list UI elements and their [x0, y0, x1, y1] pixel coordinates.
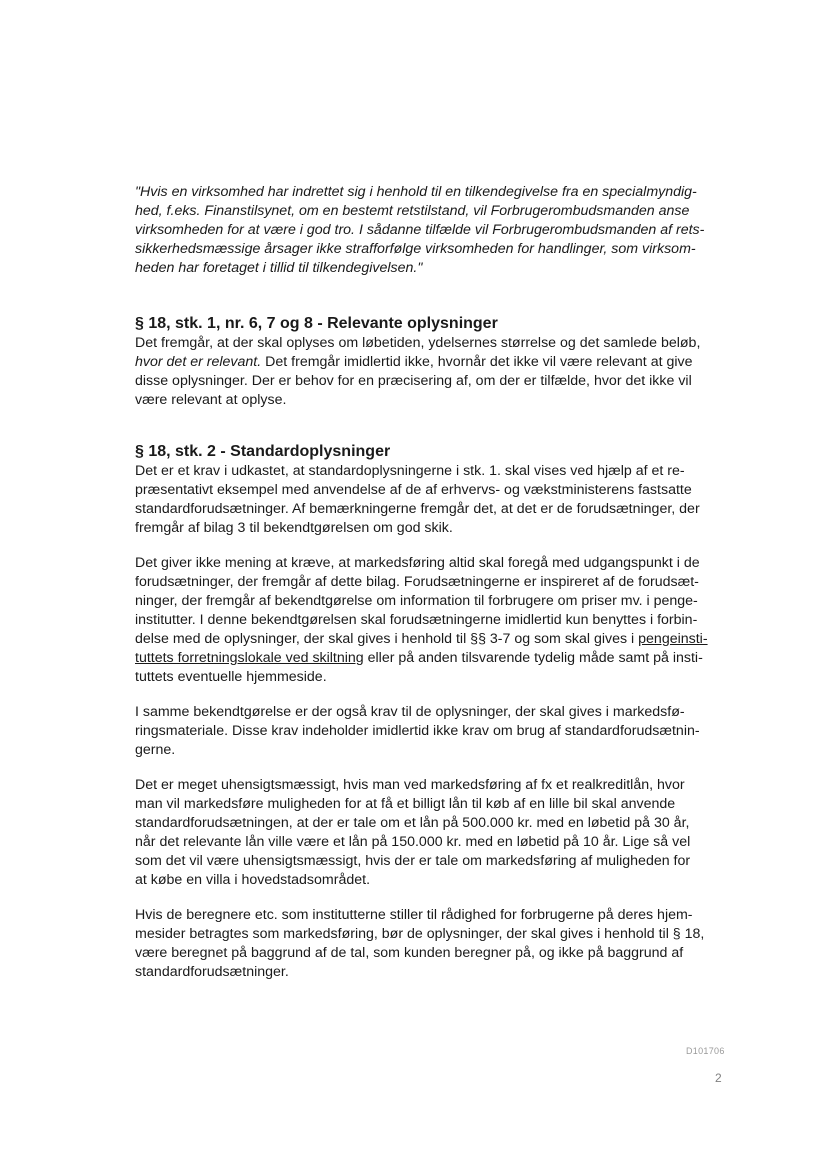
underlined-phrase: tuttets forretningslokale ved skiltning	[135, 650, 364, 666]
quote-line: hed, f.eks. Finanstilsynet, om en bestemt retstilstand, vil Forbrugerombudsmanden anse	[135, 203, 690, 219]
text-line: forudsætninger, der fremgår af dette bilag. Forudsætningerne er inspireret af de forudsæt-	[135, 574, 699, 590]
text-fragment: Det fremgår imidlertid ikke, hvornår det ikke vil være relevant at give	[261, 354, 693, 370]
section-body	[135, 334, 735, 410]
text-line	[135, 353, 735, 372]
text-line	[135, 630, 735, 649]
quote-line: virksomheden for at være i god tro. I sådanne tilfælde vil Forbrugerombudsmanden af rets-	[135, 222, 705, 238]
paragraph	[135, 776, 735, 890]
underlined-phrase: pengeinsti-	[638, 631, 708, 647]
text-line: mesider betragtes som markedsføring, bør de oplysninger, der skal gives i henhold til § 18,	[135, 926, 705, 942]
text-line: være relevant at oplyse.	[135, 392, 287, 408]
text-line: når det relevante lån ville være et lån på 150.000 kr. med en løbetid på 10 år. Lige så vel	[135, 834, 691, 850]
text-line: ninger, der fremgår af bekendtgørelse om information til forbrugere om priser mv. i penge-	[135, 593, 698, 609]
text-line: standardforudsætninger.	[135, 964, 289, 980]
text-line: tuttets eventuelle hjemmeside.	[135, 669, 327, 685]
document-code: D101706	[686, 1046, 725, 1056]
text-fragment: delse med de oplysninger, der skal gives i henhold til §§ 3-7 og som skal gives i	[135, 631, 639, 647]
section-standardoplysninger	[135, 442, 735, 982]
text-line: fremgår af bilag 3 til bekendtgørelsen om god skik.	[135, 520, 453, 536]
text-line: som det vil være uhensigtsmæssigt, hvis der er tale om markedsføring af muligheden for	[135, 853, 691, 869]
text-line	[135, 649, 735, 668]
page-number: 2	[715, 1071, 722, 1085]
section-heading: § 18, stk. 2 - Standardoplysninger	[135, 443, 391, 460]
quote-line: sikkerhedsmæssige årsager ikke strafforfølge virksomheden for handlinger, som virksom-	[135, 241, 696, 257]
text-fragment: eller på anden tilsvarende tydelig måde samt på insti-	[363, 650, 703, 666]
text-line: præsentativt eksempel med anvendelse af de af erhvervs- og vækstministerens fastsatte	[135, 482, 692, 498]
section-relevante-oplysninger	[135, 314, 735, 410]
text-line: gerne.	[135, 742, 176, 758]
text-line: ringsmateriale. Disse krav indeholder imidlertid ikke krav om brug af standardforudsætnin-	[135, 723, 700, 739]
paragraph	[135, 462, 735, 538]
paragraph	[135, 906, 735, 982]
text-line: at købe en villa i hovedstadsområdet.	[135, 872, 371, 888]
quote-block	[135, 183, 735, 278]
paragraph	[135, 703, 735, 760]
text-line: Hvis de beregnere etc. som institutterne stiller til rådighed for forbrugerne på deres hjem-	[135, 907, 693, 923]
text-line: I samme bekendtgørelse er der også krav til de oplysninger, der skal gives i markedsfø-	[135, 704, 685, 720]
text-line: disse oplysninger. Der er behov for en præcisering af, om der er tilfælde, hvor det ikke vil	[135, 373, 692, 389]
text-line: man vil markedsføre muligheden for at få et billigt lån til køb af en lille bil skal anvende	[135, 796, 676, 812]
quote-line: "Hvis en virksomhed har indrettet sig i henhold til en tilkendegivelse fra en specialmyndig-	[135, 184, 697, 200]
text-line: standardforudsætningen, at der er tale om et lån på 500.000 kr. med en løbetid på 30 år,	[135, 815, 690, 831]
quote-line: heden har foretaget i tillid til tilkendegivelsen."	[135, 260, 423, 276]
text-line: Det er et krav i udkastet, at standardoplysningerne i stk. 1. skal vises ved hjælp af et re-	[135, 463, 685, 479]
text-line: standardforudsætninger. Af bemærkningerne fremgår det, at det er de forudsætninger, der	[135, 501, 700, 517]
text-line: Det giver ikke mening at kræve, at markedsføring altid skal foregå med udgangspunkt i de	[135, 555, 700, 571]
italic-phrase: hvor det er relevant.	[135, 354, 262, 370]
paragraph	[135, 554, 735, 687]
text-line: Det er meget uhensigtsmæssigt, hvis man ved markedsføring af fx et realkreditlån, hvor	[135, 777, 685, 793]
text-line: Det fremgår, at der skal oplyses om løbetiden, ydelsernes størrelse og det samlede beløb,	[135, 335, 701, 351]
section-heading: § 18, stk. 1, nr. 6, 7 og 8 - Relevante oplysninger	[135, 315, 498, 332]
text-line: institutter. I denne bekendtgørelsen skal forudsætningerne imidlertid kun benyttes i forbin-	[135, 612, 698, 628]
text-line: være beregnet på baggrund af de tal, som kunden beregner på, og ikke på baggrund af	[135, 945, 684, 961]
